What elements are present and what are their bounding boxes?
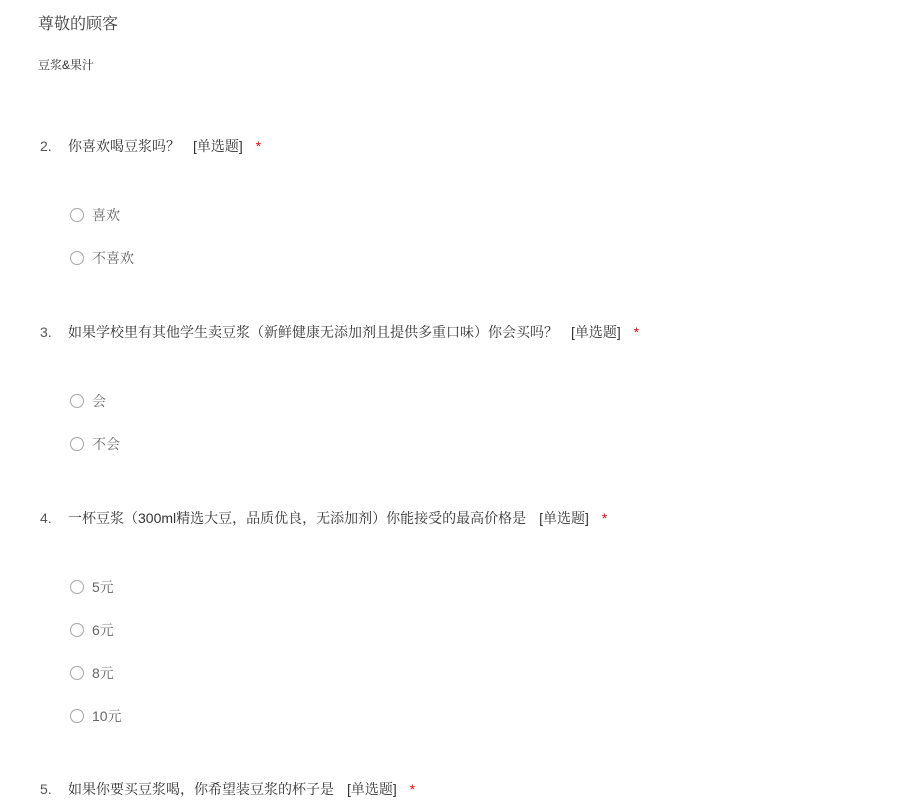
question-number: 5. xyxy=(40,781,52,797)
radio-button-icon[interactable] xyxy=(70,394,84,408)
question-type-label: [单选题] xyxy=(539,510,589,526)
question-number: 3. xyxy=(40,324,52,340)
required-asterisk: * xyxy=(601,510,608,526)
radio-button-icon[interactable] xyxy=(70,580,84,594)
required-asterisk: * xyxy=(409,781,416,797)
question-line xyxy=(38,779,900,799)
option-label: 8元 xyxy=(92,665,114,681)
option-label: 5元 xyxy=(92,579,114,595)
radio-button-icon[interactable] xyxy=(70,623,84,637)
radio-option[interactable] xyxy=(70,705,122,727)
required-asterisk: * xyxy=(255,138,262,154)
question-text: 你喜欢喝豆浆吗？ xyxy=(68,138,180,154)
question-line xyxy=(38,136,900,156)
radio-option[interactable] xyxy=(70,619,114,641)
question-type-label: [单选题] xyxy=(193,138,243,154)
option-label: 不会 xyxy=(92,436,120,452)
option-label: 6元 xyxy=(92,622,114,638)
question-line xyxy=(38,322,900,342)
survey-title: 尊敬的顾客 xyxy=(38,16,119,33)
option-label: 喜欢 xyxy=(92,207,120,223)
question-line xyxy=(38,508,900,528)
question-type-label: [单选题] xyxy=(571,324,621,340)
radio-button-icon[interactable] xyxy=(70,208,84,222)
option-label: 10元 xyxy=(92,708,122,724)
question-number: 4. xyxy=(40,510,52,526)
option-label: 会 xyxy=(92,393,106,409)
radio-button-icon[interactable] xyxy=(70,251,84,265)
required-asterisk: * xyxy=(633,324,640,340)
radio-option[interactable] xyxy=(70,247,134,269)
radio-button-icon[interactable] xyxy=(70,709,84,723)
radio-option[interactable] xyxy=(70,662,114,684)
radio-button-icon[interactable] xyxy=(70,437,84,451)
radio-option[interactable] xyxy=(70,433,120,455)
question-number: 2. xyxy=(40,138,52,154)
radio-option[interactable] xyxy=(70,204,120,226)
radio-option[interactable] xyxy=(70,390,106,412)
survey-content xyxy=(38,0,900,800)
question-text: 一杯豆浆（300ml精选大豆，品质优良，无添加剂）你能接受的最高价格是 xyxy=(68,510,527,526)
question-text: 如果你要买豆浆喝，你希望装豆浆的杯子是 xyxy=(68,781,334,797)
survey-subtitle: 豆浆&果汁 xyxy=(38,58,95,72)
radio-option[interactable] xyxy=(70,576,114,598)
question-text: 如果学校里有其他学生卖豆浆（新鲜健康无添加剂且提供多重口味）你会买吗？ xyxy=(68,324,558,340)
radio-button-icon[interactable] xyxy=(70,666,84,680)
option-label: 不喜欢 xyxy=(92,250,134,266)
question-type-label: [单选题] xyxy=(347,781,397,797)
